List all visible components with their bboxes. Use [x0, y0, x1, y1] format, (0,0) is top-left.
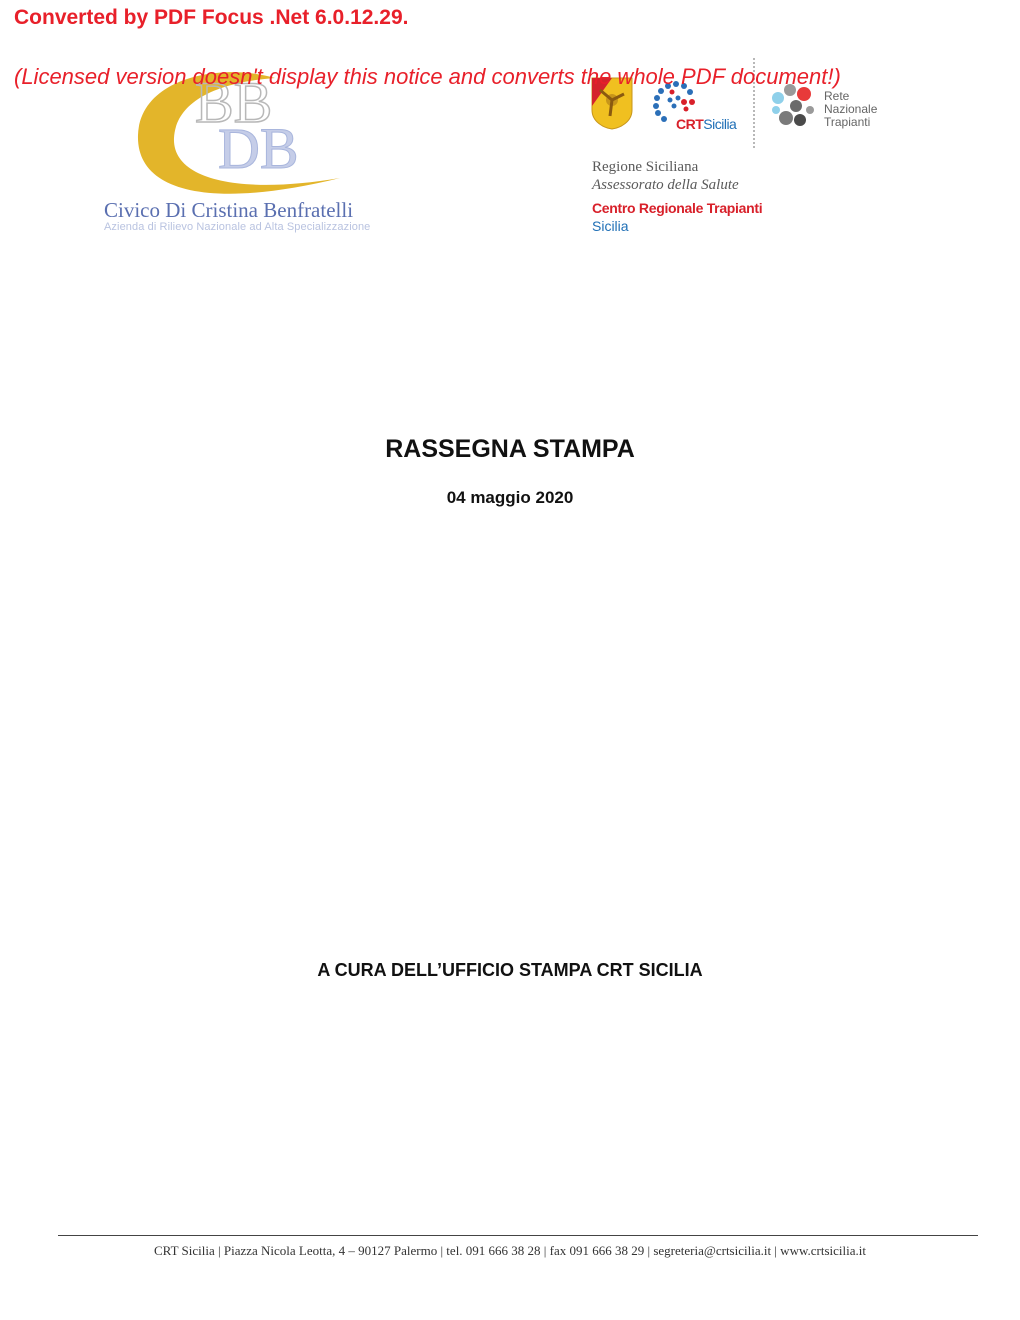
document-title: RASSEGNA STAMPA [385, 435, 635, 463]
region-name: Regione Siciliana [592, 159, 699, 175]
footer-divider [58, 1235, 978, 1236]
svg-text:DB: DB [218, 116, 299, 181]
crt-wordmark-regular: Sicilia [703, 116, 737, 132]
health-department: Assessorato della Salute [592, 177, 739, 193]
document-date: 04 maggio 2020 [446, 488, 574, 507]
footer-contact: CRT Sicilia | Piazza Nicola Leotta, 4 – 90127 Palermo | tel. 091 666 38 28 | fax 091 666 38 29 | segreteria@crtsicilia.it | www.crtsicilia.it [154, 1243, 866, 1258]
institution-subtitle: Azienda di Rilievo Nazionale ad Alta Specializzazione [104, 221, 371, 233]
rete-nazionale-trapianti-text [824, 90, 894, 129]
watermark-line-1: Converted by PDF Focus .Net 6.0.12.29. [14, 6, 409, 29]
rnt-line-3: Trapianti [824, 115, 871, 129]
rnt-line-1: Rete [824, 89, 850, 103]
crt-sicilia-wordmark [676, 116, 736, 132]
crt-wordmark-bold: CRT [676, 116, 704, 132]
rnt-line-2: Nazionale [824, 102, 878, 116]
region-block [592, 158, 739, 194]
centre-name: Centro Regionale Trapianti [592, 200, 763, 216]
curator-line: A CURA DELL’UFFICIO STAMPA CRT SICILIA [317, 960, 703, 980]
svg-text:BB: BB [195, 70, 273, 135]
watermark-line-2: (Licensed version doesn't display this notice and converts the whole PDF document!) [14, 64, 841, 89]
centre-place: Sicilia [592, 218, 629, 234]
institution-name: Civico Di Cristina Benfratelli [104, 198, 354, 222]
